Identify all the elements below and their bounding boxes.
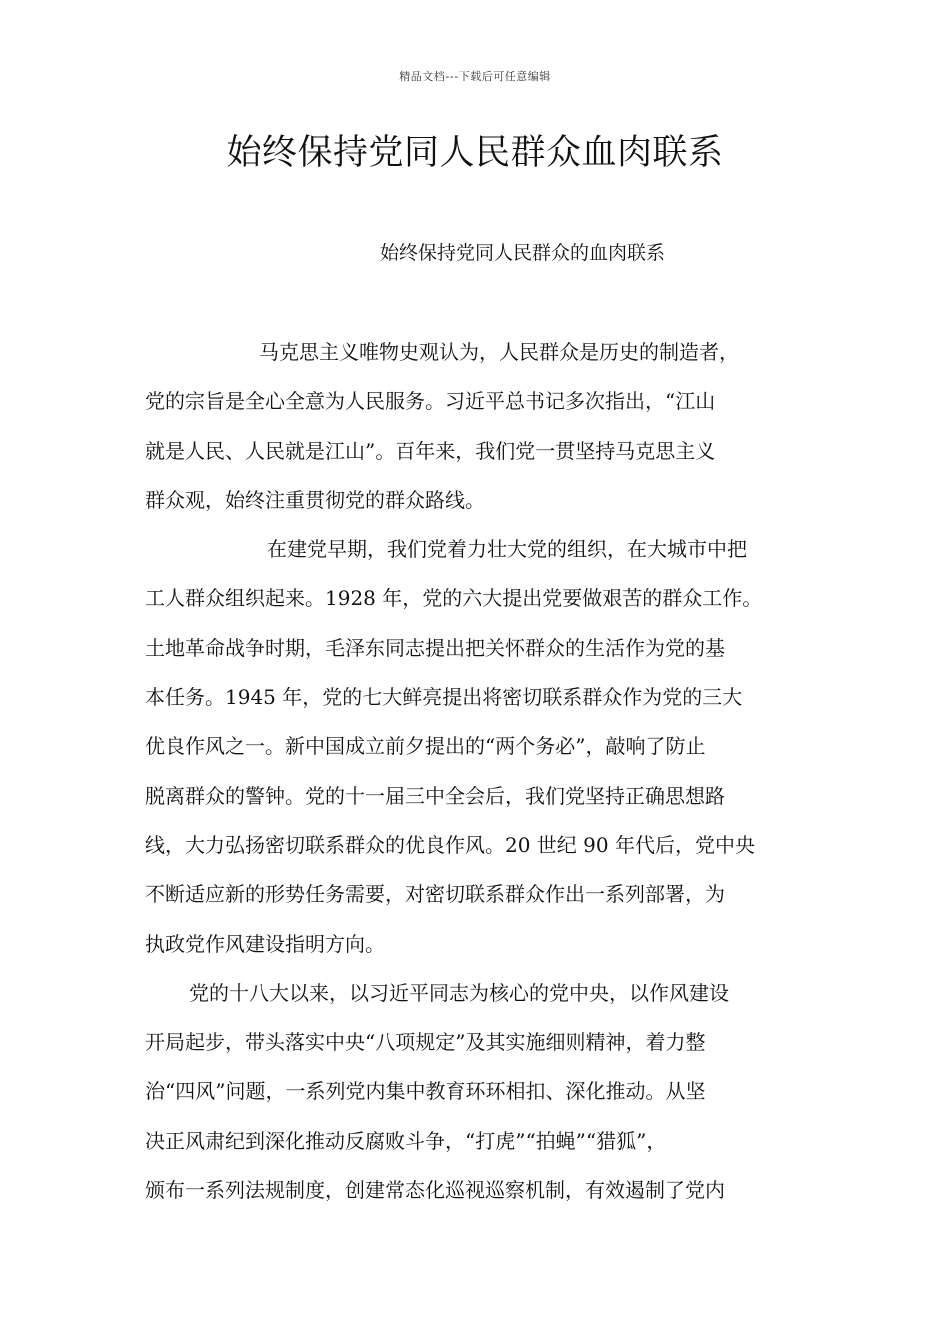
paragraph-1-line-1: 马克思主义唯物史观认为，人民群众是历史的制造者， xyxy=(259,340,739,364)
paragraph-3-line-5: 颁布一系列法规制度，创建常态化巡视巡察机制，有效遏制了党内 xyxy=(145,1178,725,1203)
paragraph-2-line-1: 在建党早期，我们党着力壮大党的组织，在大城市中把 xyxy=(267,537,747,562)
document-subtitle: 始终保持党同人民群众的血肉联系 xyxy=(380,242,666,264)
paragraph-2-line-2: 工人群众组织起来。1928 年，党的六大提出党要做艰苦的群众工作。 xyxy=(145,586,763,611)
paragraph-3-line-3: 治“四风”问题，一系列党内集中教育环环相扣、深化推动。从坚 xyxy=(145,1079,706,1104)
paragraph-1-line-2: 党的宗旨是全心全意为人民服务。习近平总书记多次指出，“江山 xyxy=(145,389,716,414)
paragraph-2-line-6: 脱离群众的警钟。党的十一届三中全会后，我们党坚持正确思想路 xyxy=(145,783,725,808)
paragraph-3-line-2: 开局起步，带头落实中央“八项规定”及其实施细则精神，着力整 xyxy=(145,1030,706,1055)
paragraph-2-line-3: 土地革命战争时期，毛泽东同志提出把关怀群众的生活作为党的基 xyxy=(145,635,725,660)
paragraph-2-line-4: 本任务。1945 年，党的七大鲜亮提出将密切联系群众作为党的三大 xyxy=(145,685,743,710)
paragraph-1-line-4: 群众观，始终注重贯彻党的群众路线。 xyxy=(145,487,485,512)
paragraph-1-line-3: 就是人民、人民就是江山”。百年来，我们党一贯坚持马克思主义 xyxy=(145,438,716,463)
body-text xyxy=(145,328,825,1215)
paragraph-3-line-4: 决正风肃纪到深化推动反腐败斗争，“打虎”“拍蝇”“猎狐”， xyxy=(145,1128,667,1153)
paragraph-2-line-7: 线，大力弘扬密切联系群众的优良作风。20 世纪 90 年代后，党中央 xyxy=(145,832,755,857)
paragraph-2-line-8: 不断适应新的形势任务需要，对密切联系群众作出一系列部署，为 xyxy=(145,882,725,907)
paragraph-2-line-9: 执政党作风建设指明方向。 xyxy=(145,931,385,956)
paragraph-3-line-1: 党的十八大以来，以习近平同志为核心的党中央，以作风建设 xyxy=(189,980,729,1005)
paragraph-2-line-5: 优良作风之一。新中国成立前夕提出的“两个务必”，敲响了防止 xyxy=(145,734,706,759)
document-title: 始终保持党同人民群众血肉联系 xyxy=(226,133,724,173)
header-note: 精品文档---下载后可任意编辑 xyxy=(399,70,551,83)
